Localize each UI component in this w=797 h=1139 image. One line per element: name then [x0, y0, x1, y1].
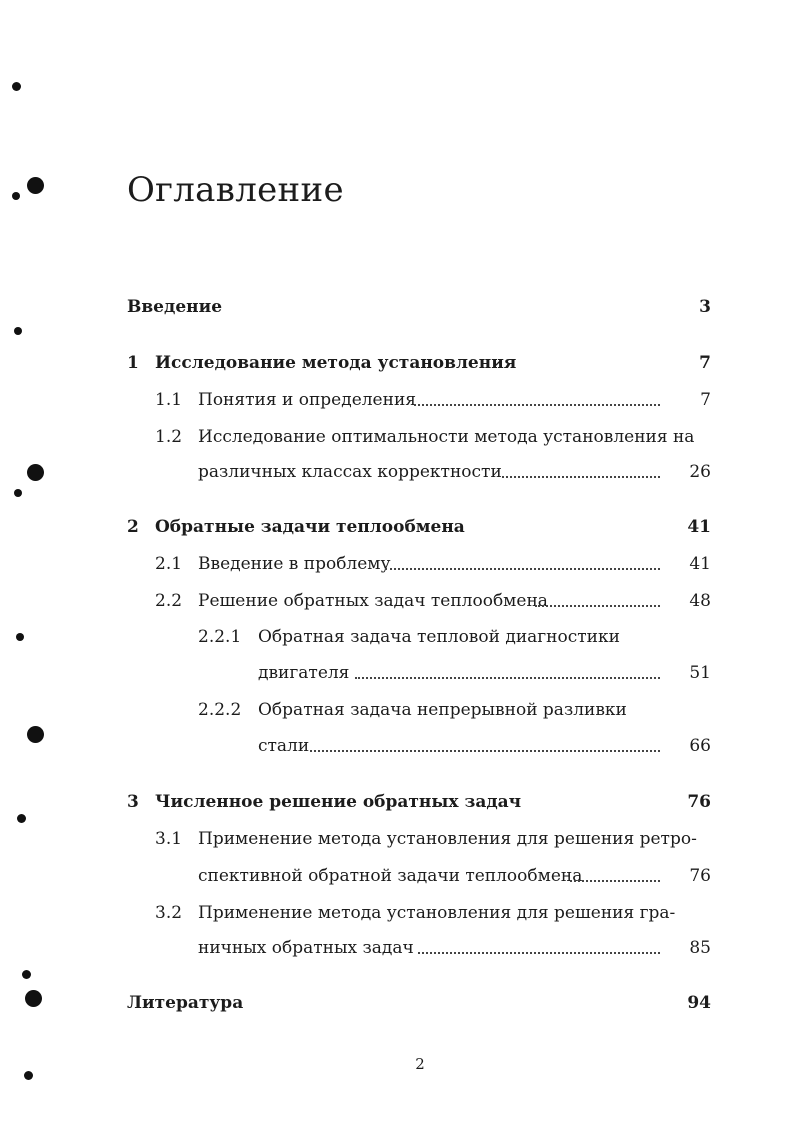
- dot-leader: [418, 952, 660, 954]
- toc-chapter-page: 7: [699, 353, 711, 373]
- toc-section-title-line2: различных классах корректности: [198, 462, 502, 482]
- toc-subsection-title-line1: Обратная задача непрерывной разливки: [258, 700, 627, 720]
- toc-subsection-number: 2.2.2: [198, 700, 242, 720]
- toc-section-number: 1.1: [155, 390, 183, 410]
- toc-subsection-title-line1: Обратная задача тепловой диагностики: [258, 627, 620, 647]
- toc-subsection-title-line2: двигателя: [258, 663, 350, 683]
- dot-leader: [385, 568, 660, 570]
- scan-hole: [27, 726, 44, 743]
- toc-chapter-title: Обратные задачи теплообмена: [155, 517, 465, 537]
- dot-leader: [414, 404, 660, 406]
- scan-hole: [25, 990, 42, 1007]
- toc-section-page: 48: [689, 591, 711, 611]
- dot-leader: [535, 605, 660, 607]
- toc-chapter-page: 41: [687, 517, 711, 537]
- toc-section-page: 41: [689, 554, 711, 574]
- toc-section-page: 26: [689, 462, 711, 482]
- toc-chapter-number: 3: [127, 792, 139, 812]
- toc-section-title-line1: Применение метода установления для решения гра-: [198, 903, 676, 923]
- toc-section-page: 76: [689, 866, 711, 886]
- scan-hole: [27, 464, 44, 481]
- toc-chapter-title: Численное решение обратных задач: [155, 792, 522, 812]
- toc-chapter-title: Исследование метода установления: [155, 353, 517, 373]
- toc-section-title-line1: Применение метода установления для решения ретро-: [198, 829, 697, 849]
- toc-section-number: 2.2: [155, 591, 183, 611]
- scan-speck: [16, 633, 24, 641]
- toc-chapter-number: 2: [127, 517, 139, 537]
- toc-section-page: 85: [689, 938, 711, 958]
- page-number: 2: [415, 1055, 425, 1073]
- scan-speck: [17, 814, 26, 823]
- scan-speck: [14, 489, 22, 497]
- toc-section-title-line2: спективной обратной задачи теплообмена: [198, 866, 583, 886]
- toc-section-title-line1: Исследование оптимальности метода установления на: [198, 427, 695, 447]
- toc-section-number: 2.1: [155, 554, 183, 574]
- toc-subsection-page: 66: [689, 736, 711, 756]
- scan-speck: [12, 82, 21, 91]
- toc-subsection-page: 51: [689, 663, 711, 683]
- toc-entry-label: Литература: [127, 993, 244, 1013]
- toc-section-title-line2: ничных обратных задач: [198, 938, 414, 958]
- toc-section-number: 3.2: [155, 903, 183, 923]
- toc-subsection-number: 2.2.1: [198, 627, 242, 647]
- toc-entry-page: 94: [687, 993, 711, 1013]
- scan-speck: [12, 192, 20, 200]
- dot-leader: [355, 677, 660, 679]
- toc-section-title: Решение обратных задач теплообмена: [198, 591, 548, 611]
- toc-subsection-title-line2: стали: [258, 736, 310, 756]
- dot-leader: [570, 880, 660, 882]
- scan-hole: [27, 177, 44, 194]
- scan-speck: [22, 970, 31, 979]
- toc-section-title: Понятия и определения: [198, 390, 416, 410]
- toc-section-number: 1.2: [155, 427, 183, 447]
- dot-leader: [310, 750, 660, 752]
- toc-section-number: 3.1: [155, 829, 183, 849]
- toc-section-title: Введение в проблему: [198, 554, 391, 574]
- toc-chapter-page: 76: [687, 792, 711, 812]
- toc-entry-label: Введение: [127, 297, 223, 317]
- scan-speck: [14, 327, 22, 335]
- toc-heading: Оглавление: [127, 170, 344, 210]
- toc-section-page: 7: [700, 390, 711, 410]
- dot-leader: [502, 476, 660, 478]
- toc-entry-page: 3: [699, 297, 711, 317]
- toc-chapter-number: 1: [127, 353, 139, 373]
